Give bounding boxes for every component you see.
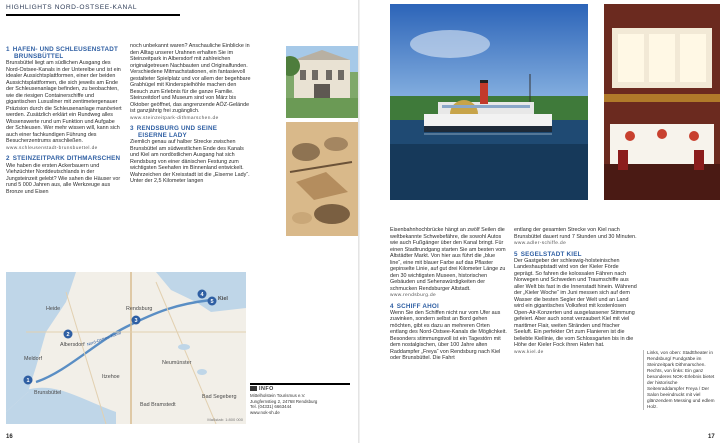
route-map[interactable]	[6, 272, 246, 424]
map-marker-5[interactable]	[208, 297, 217, 306]
section-2-body-a: Wie haben die ersten Ackerbauern und Viehzüchter Norddeutschlands in der Jungsteinzeit gelebt? Wie sahen die Häuser vor rund 5 000 Jahren aus, alle Werkzeuge aus Bronze und Eisen	[6, 162, 121, 195]
section-5-title: 5 SEGELSTADT KIEL	[514, 250, 582, 258]
info-line-phone: Tel. (04331) 6663444	[250, 404, 292, 410]
section-2-url[interactable]: www.steinzeitpark-dithmarschen.de	[130, 115, 219, 121]
stone-age-photo	[286, 122, 358, 236]
svg-text:5: 5	[210, 299, 214, 305]
info-line-web[interactable]: www.nok-sh.de	[250, 409, 280, 415]
map-label-rendsburg: Rendsburg	[126, 306, 153, 312]
section-1-body: Brunsbüttel liegt am südlichen Ausgang des Nord-Ostsee-Kanals in der Unterelbe und ist ein idealer Aussichtsplattformen, einer der beiden Aussichtsplattformen, die sich jeweils am Ende der Schleusenanlage befinden, zu beobachten, wie die riesigen Containerschiffe und gigantischen Luxusliner mit zentimetergenauer Präzision durch die Schleusenanlage manövriert werden. Zusätzlich erklärt ein Rundweg alles Wissenswerte rund um Funktion und Aufgabe der Schleusen. Wer mehr wissen will, kann sich auch einer fachkundigen Führung des Besucherzentrums anschließen.	[6, 60, 122, 145]
paddle-steamer-photo	[390, 4, 588, 200]
section-3-body: Ziemlich genau auf halber Strecke zwischen Brunsbüttel am südwestlichen Ende des Kanals und Kiel am nordöstlichen Ausgang hat sich Rendsburg von einer dänischen Festung zum wichtigsten Seehafen im Binnenland entwickelt. Wahrzeichen der Kreisstadt ist die „Eiserne Lady“. Unter der 2,5 Kilometer langen	[130, 139, 250, 185]
map-marker-4[interactable]	[198, 290, 207, 299]
map-label-kiel: Kiel	[218, 296, 228, 302]
section-4-body-cont: entlang der gesamten Strecke von Kiel nach Brunsbüttel dauert rund 7 Stunden und 30 Minuten.	[514, 227, 637, 240]
map-label-canal: Nord-Ostsee-Kanal	[86, 330, 122, 347]
map-marker-1[interactable]	[24, 376, 33, 385]
map-credit: Maßstab: 1:800 000	[207, 417, 243, 422]
map-label-bad-segeberg: Bad Segeberg	[202, 394, 237, 400]
page-number-left: 16	[6, 434, 13, 440]
right-column-2	[514, 227, 638, 359]
left-column-1	[6, 43, 124, 195]
section-4-url[interactable]: www.adler-schiffe.de	[514, 241, 567, 246]
svg-text:1: 1	[26, 378, 30, 384]
left-column-2	[130, 43, 254, 185]
header-rule	[6, 14, 180, 16]
section-3-body-cont: Eisenbahnhochbrücke hängt an zwölf Seilen die weltbekannte Schwebefähre, die sowohl Autos wie auch Fußgänger über den Kanal bringt. Für einen Stadtrundgang starten Sie am besten vom Altstädter Markt. Von hier aus führt die „blue line“, eine mit blauer Farbe auf das Pflaster gepinselte Linie, auf gut drei Kilometer Länge zu den 30 wichtigsten Museen, historischen Gebäuden und Sehenswürdigkeiten der schmucken Rendsburger Altstadt.	[390, 227, 506, 292]
salon-photo	[604, 4, 720, 200]
svg-text:4: 4	[200, 292, 204, 298]
theater-photo	[286, 46, 358, 118]
page-number-right: 17	[708, 434, 715, 440]
section-1-url[interactable]: www.schleusenstadt-brunsbuettel.de	[6, 145, 98, 151]
map-label-heide: Heide	[46, 306, 61, 312]
section-5-body: Der Gastgeber der schleswig-holsteinischen Landeshauptstadt wird von der Kieler Förde geprägt. So fahren die kolossalen Fähren nach Norwegen und Schweden und Traumschiffe aus aller Welt bis fast in die Innenstadt hinein. Während der „Kieler Woche“ im Juni messen sich auf dem Wasser die besten Segler der Welt und an Land wird ein gigantisches Volksfest mit kostenlosen Open-Air-Konzerten und ausgelassener Stimmung gefeiert. Aber auch sonst verzaubert Kiel mit viel maritimer Flair, weiten Stränden und frischer Seeluft. Ein perfekter Ort zum Flanieren ist die beliebte Kiellinie, die vom Schlossgarten bis in die Höhe der Kieler Fock ihren Hafen hat.	[514, 257, 637, 349]
map-marker-3[interactable]	[132, 316, 141, 325]
section-4-body: Wenn Sie den Schiffen nicht nur vom Ufer aus zuwinken, sondern selbst an Bord gehen möchten, gibt es dazu an mehreren Orten entlang des Nord-Ostsee-Kanals die Möglichkeit. Besonders stimmungsvoll ist ein Tagestörn mit dem nostalgischen, über 100 Jahre alten Raddampfer „Freya“ von Rendsburg nach Kiel oder Brunsbüttel. Die Fahrt	[390, 309, 507, 362]
map-label-neumuenster: Neumünster	[162, 360, 192, 366]
section-3-title: 3 RENDSBURG UND SEINE EISERNE LADY	[130, 125, 218, 140]
section-5-url[interactable]: www.kiel.de	[514, 349, 544, 355]
section-2-title: 2 STEINZEITPARK DITHMARSCHEN	[6, 155, 121, 163]
running-head: HIGHLIGHTS NORD-OSTSEE-KANAL	[6, 4, 138, 11]
svg-text:2: 2	[66, 332, 70, 338]
section-1-title: 1 HAFEN- UND SCHLEUSENSTADT BRUNSBÜTTEL	[6, 46, 118, 61]
info-line-org: Mittelholstein Tourismus e.V.	[250, 393, 306, 399]
info-line-address: Jungfernstieg 2, 24768 Rendsburg	[250, 398, 318, 404]
map-label-meldorf: Meldorf	[24, 356, 42, 362]
info-box	[250, 383, 350, 415]
section-2-body-b: noch unbekannt waren? Anschauliche Einblicke in den Alltag unserer Urahnen erhalten Sie im Steinzeitpark in Albersdorf mit zahlreichen originalgetreuen Nachbauten und Originalfunden. Verschiedene Mitmachstationen, ein fantasievoll gestalteter Spielplatz und vor allem der begehbare Grabhügel mit Kinderspielhöhle machen den Besuch zum Erlebnis für die ganze Familie. Steinzeitdorf und Museum sind von März bis Oktober geöffnet, das angrenzende AÖZ-Gelände ist ganzjährig frei zugänglich.	[130, 43, 251, 114]
section-4-title: 4 SCHIFF AHOI	[390, 302, 439, 310]
info-title: INFO	[250, 383, 350, 392]
section-3-url[interactable]: www.rendsburg.de	[390, 293, 437, 298]
map-label-bad-bramstedt: Bad Bramstedt	[140, 402, 176, 408]
svg-text:3: 3	[134, 318, 138, 324]
photo-caption: Links, von oben: Stadttheater in Rendsburg/ Fundgräbe im Steinzeitpark Dithmarschen. Rechts, von links: Ein ganz besonderes NOK-Erlebnis bietet der historische Seitenraddampfer Freya / Der Salon beeindruckt mit viel glänzendem Messing und edlem Holz.	[643, 350, 716, 410]
map-label-brunsbuettel: Brunsbüttel	[34, 390, 62, 396]
map-label-albersdorf: Albersdorf	[60, 342, 85, 348]
right-column-1	[390, 227, 508, 362]
map-marker-2[interactable]	[64, 330, 73, 339]
info-icon	[250, 386, 257, 391]
map-label-itzehoe: Itzehoe	[102, 374, 120, 380]
